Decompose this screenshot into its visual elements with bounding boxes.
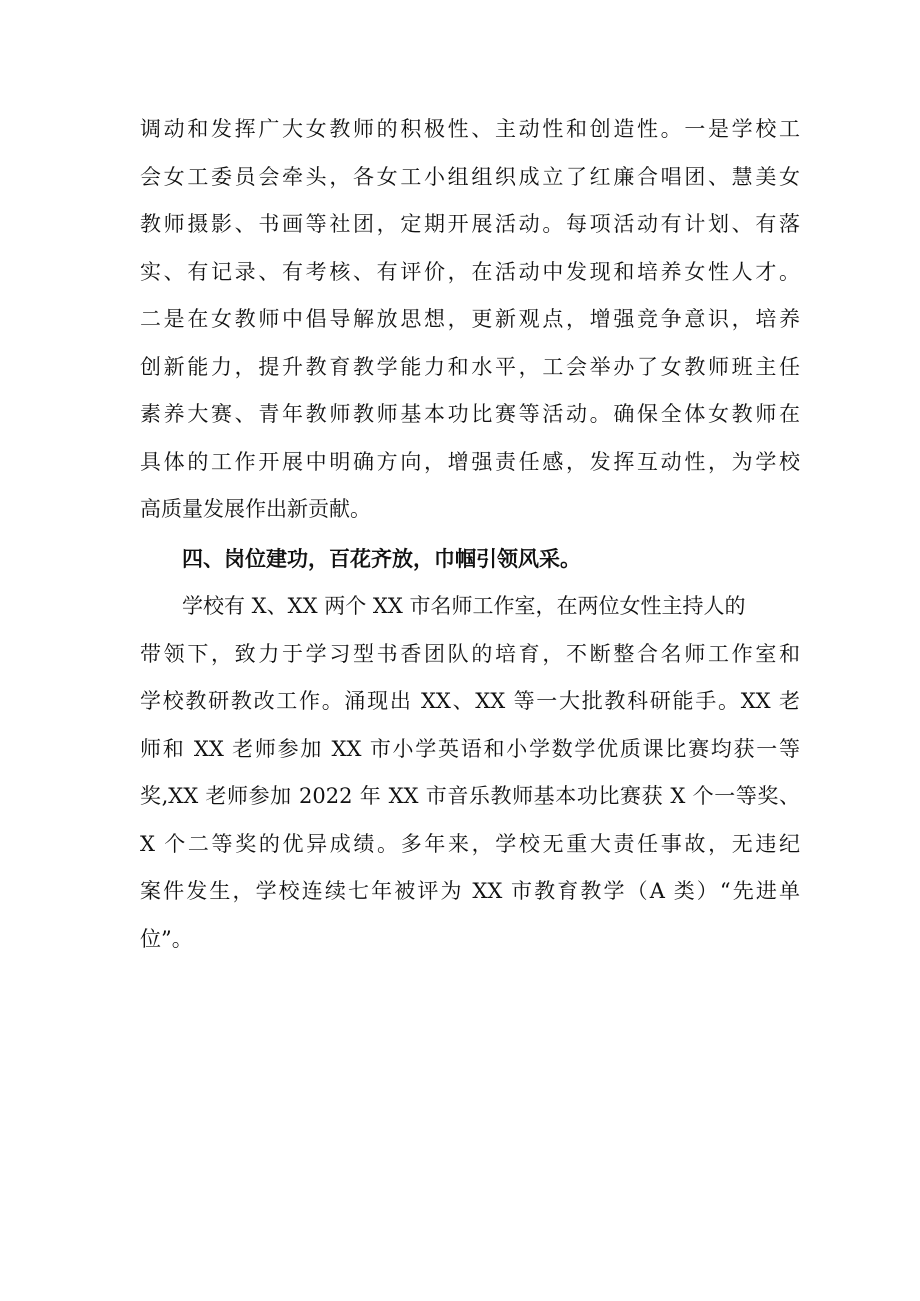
paragraph-line: 师和 XX 老师参加 XX 市小学英语和小学数学优质课比赛均获一等 [140,736,800,761]
paragraph-line: 学校教研教改工作。涌现出 XX、XX 等一大批教科研能手。XX 老 [140,689,800,713]
paragraph-line: 会女工委员会牵头，各女工小组组织成立了红廉合唱团、慧美女 [140,164,800,189]
paragraph-line: 二是在女教师中倡导解放思想，更新观点，增强竞争意识，培养 [140,307,800,331]
paragraph-line: 奖,XX 老师参加 2022 年 XX 市音乐教师基本功比赛获 X 个一等奖、 [140,784,800,808]
paragraph-line: 创新能力，提升教育教学能力和水平，工会举办了女教师班主任 [140,354,800,379]
paragraph-line: 教师摄影、书画等社团，定期开展活动。每项活动有计划、有落 [140,212,800,236]
paragraph-line: 位”。 [140,926,193,951]
paragraph-line: X 个二等奖的优异成绩。多年来，学校无重大责任事故，无违纪 [140,831,800,856]
paragraph-line: 案件发生，学校连续七年被评为 XX 市教育教学（A 类）“先进单 [140,879,800,903]
paragraph-line: 素养大赛、青年教师教师基本功比赛等活动。确保全体女教师在 [140,402,800,426]
paragraph-women-teachers-initiative [140,106,800,534]
document-body [140,106,800,963]
paragraph-teaching-studios [140,583,800,963]
paragraph-line: 具体的工作开展中明确方向，增强责任感，发挥互动性，为学校 [140,449,800,474]
paragraph-line: 调动和发挥广大女教师的积极性、主动性和创造性。一是学校工 [140,117,800,141]
paragraph-line: 实、有记录、有考核、有评价，在活动中发现和培养女性人才。 [140,259,800,284]
paragraph-line: 高质量发展作出新贡献。 [140,497,371,521]
section-heading: 四、岗位建功，百花齐放，巾帼引领风采。 [182,546,581,571]
paragraph-line: 带领下，致力于学习型书香团队的培育，不断整合名师工作室和 [140,641,800,666]
paragraph-line: 学校有 X、XX 两个 XX 市名师工作室，在两位女性主持人的 [182,594,746,618]
